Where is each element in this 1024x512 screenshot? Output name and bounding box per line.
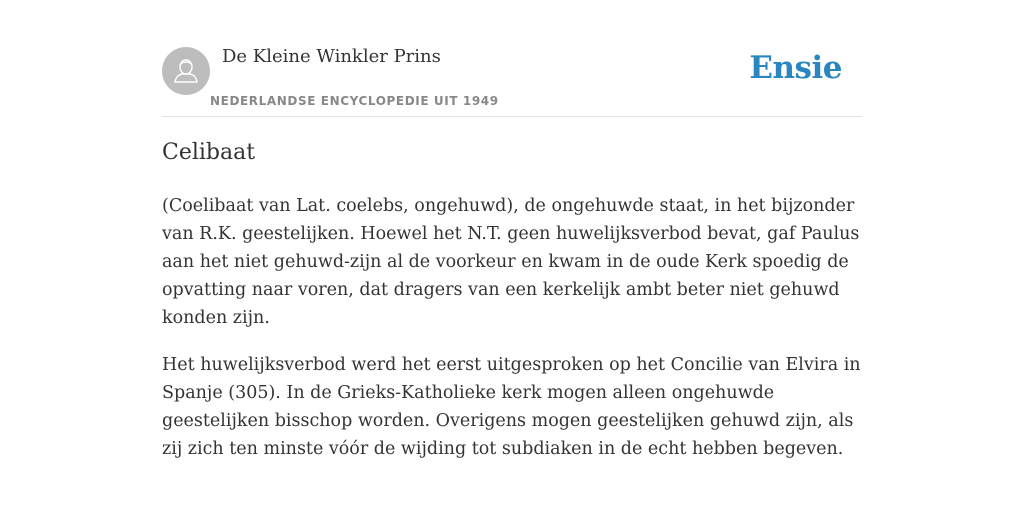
- avatar[interactable]: [162, 47, 210, 95]
- article-body: [162, 192, 867, 482]
- user-icon: [162, 47, 210, 95]
- paragraph: (Coelibaat van Lat. coelebs, ongehuwd), de ongehuwde staat, in het bijzonder van R.K. geestelijken. Hoewel het N.T. geen huwelijksverbod bevat, gaf Paulus aan het niet gehuwd-zijn al de voorkeur en kwam in de oude Kerk spoedig de opvatting naar voren, dat dragers van een kerkelijk ambt beter niet gehuwd konden zijn.: [162, 196, 860, 328]
- author-name[interactable]: De Kleine Winkler Prins: [222, 46, 441, 67]
- header: [162, 0, 862, 117]
- ensie-logo[interactable]: Ensie: [749, 50, 842, 86]
- paragraph: Het huwelijksverbod werd het eerst uitgesproken op het Concilie van Elvira in Spanje (305). In de Grieks-Katholieke kerk mogen alleen ongehuwde geestelijken bisschop worden. Overigens mogen geestelijken gehuwd zijn, als zij zich ten minste vóór de wijding tot subdiaken in de echt hebben begeven.: [162, 355, 861, 459]
- article-title: Celibaat: [162, 140, 256, 165]
- source-subtitle: NEDERLANDSE ENCYCLOPEDIE UIT 1949: [210, 94, 499, 108]
